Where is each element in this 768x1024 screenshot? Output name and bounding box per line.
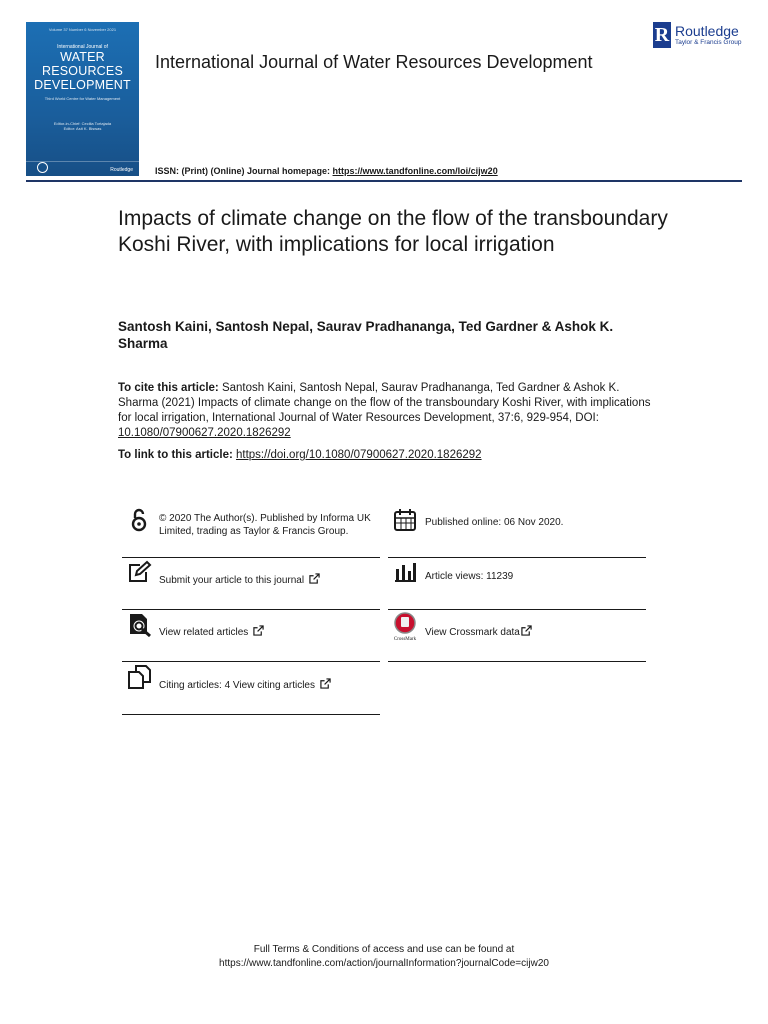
calendar-icon — [392, 507, 418, 533]
external-link-icon — [253, 625, 264, 636]
submit-cell[interactable] — [122, 557, 380, 610]
submit-link[interactable] — [159, 573, 383, 588]
citing-cell[interactable] — [122, 662, 380, 715]
article-link-line — [118, 449, 658, 461]
published-text: Published online: 06 Nov 2020. — [425, 517, 564, 528]
terms-line-1: Full Terms & Conditions of access and use can be found at — [253, 944, 515, 955]
cover-footer — [26, 161, 139, 176]
cover-publisher: Routledge — [110, 167, 133, 173]
cover-editors — [26, 121, 139, 131]
document-search-icon — [126, 611, 152, 637]
external-link-icon — [521, 625, 532, 636]
cite-label: To cite this article: — [118, 382, 219, 394]
journal-title: International Journal of Water Resources Development — [155, 52, 593, 72]
crossmark-icon — [392, 611, 418, 641]
views-text: Article views: 11239 — [425, 571, 514, 582]
citing-text: Citing articles: 4 View citing articles — [159, 680, 315, 691]
link-label: To link to this article: — [118, 449, 236, 461]
issn-line — [155, 166, 498, 176]
views-cell — [388, 557, 646, 610]
issn-label: ISSN: (Print) (Online) Journal homepage: — [155, 166, 333, 176]
cover-seal-icon — [37, 162, 48, 173]
related-text: View related articles — [159, 627, 249, 638]
related-cell[interactable] — [122, 609, 380, 662]
citing-link[interactable] — [159, 678, 383, 693]
journal-homepage-link[interactable]: https://www.tandfonline.com/loi/cijw20 — [332, 166, 498, 176]
publisher-name: Routledge — [675, 23, 739, 39]
cover-title-1: WATER — [60, 50, 105, 64]
published-cell — [388, 505, 646, 558]
article-doi-url[interactable]: https://doi.org/10.1080/07900627.2020.1826292 — [236, 449, 482, 461]
copy-pages-icon — [126, 664, 152, 690]
cite-text: Santosh Kaini, Santosh Nepal, Saurav Pradhananga, Ted Gardner & Ashok K. Sharma (2021) Impacts of climate change on the flow of the transboundary Koshi River, with implications for local irrigation, International Journal of Water Resources Development, 37:6, 929-954, DOI: — [118, 382, 651, 424]
article-authors: Santosh Kaini, Santosh Nepal, Saurav Pradhananga, Ted Gardner & Ashok K. Sharma — [118, 319, 614, 351]
submit-text: Submit your article to this journal — [159, 575, 305, 586]
cover-intl: International Journal of — [57, 44, 108, 50]
header-divider — [26, 180, 742, 182]
crossmark-caption: CrossMark — [393, 637, 417, 641]
crossmark-cell[interactable] — [388, 609, 646, 662]
cover-issue: Volume 37 Number 6 November 2021 — [48, 27, 117, 32]
external-link-icon — [320, 678, 331, 689]
license-cell — [122, 505, 380, 558]
bar-chart-icon — [392, 559, 418, 585]
publisher-subtitle: Taylor & Francis Group — [675, 39, 742, 46]
license-text: © 2020 The Author(s). Published by Informa UK Limited, trading as Taylor & Francis Group. — [159, 513, 371, 537]
terms-footer — [0, 943, 768, 971]
cover-title-3: DEVELOPMENT — [34, 78, 131, 92]
related-link[interactable] — [159, 625, 383, 640]
routledge-icon: R — [654, 24, 670, 46]
publisher-logo[interactable] — [653, 22, 748, 50]
doi-link[interactable]: 10.1080/07900627.2020.1826292 — [118, 427, 291, 439]
open-access-icon — [126, 507, 152, 533]
journal-cover — [26, 22, 139, 176]
cover-editor-1: Editor-in-Chief: Cecilia Tortajada — [53, 121, 112, 126]
cover-title-2: RESOURCES — [42, 64, 123, 78]
crossmark-link[interactable] — [425, 625, 649, 640]
article-title: Impacts of climate change on the flow of the transboundary Koshi River, with implications for local irrigation — [118, 207, 668, 256]
cover-editor-2: Editor: Asit K. Biswas — [63, 126, 102, 131]
crossmark-text: View Crossmark data — [425, 627, 520, 638]
terms-url[interactable]: https://www.tandfonline.com/action/journalInformation?journalCode=cijw20 — [219, 958, 549, 969]
cover-subtitle: Third World Centre for Water Management — [44, 96, 121, 101]
external-link-icon — [309, 573, 320, 584]
citation — [118, 381, 658, 441]
edit-icon — [126, 559, 152, 585]
